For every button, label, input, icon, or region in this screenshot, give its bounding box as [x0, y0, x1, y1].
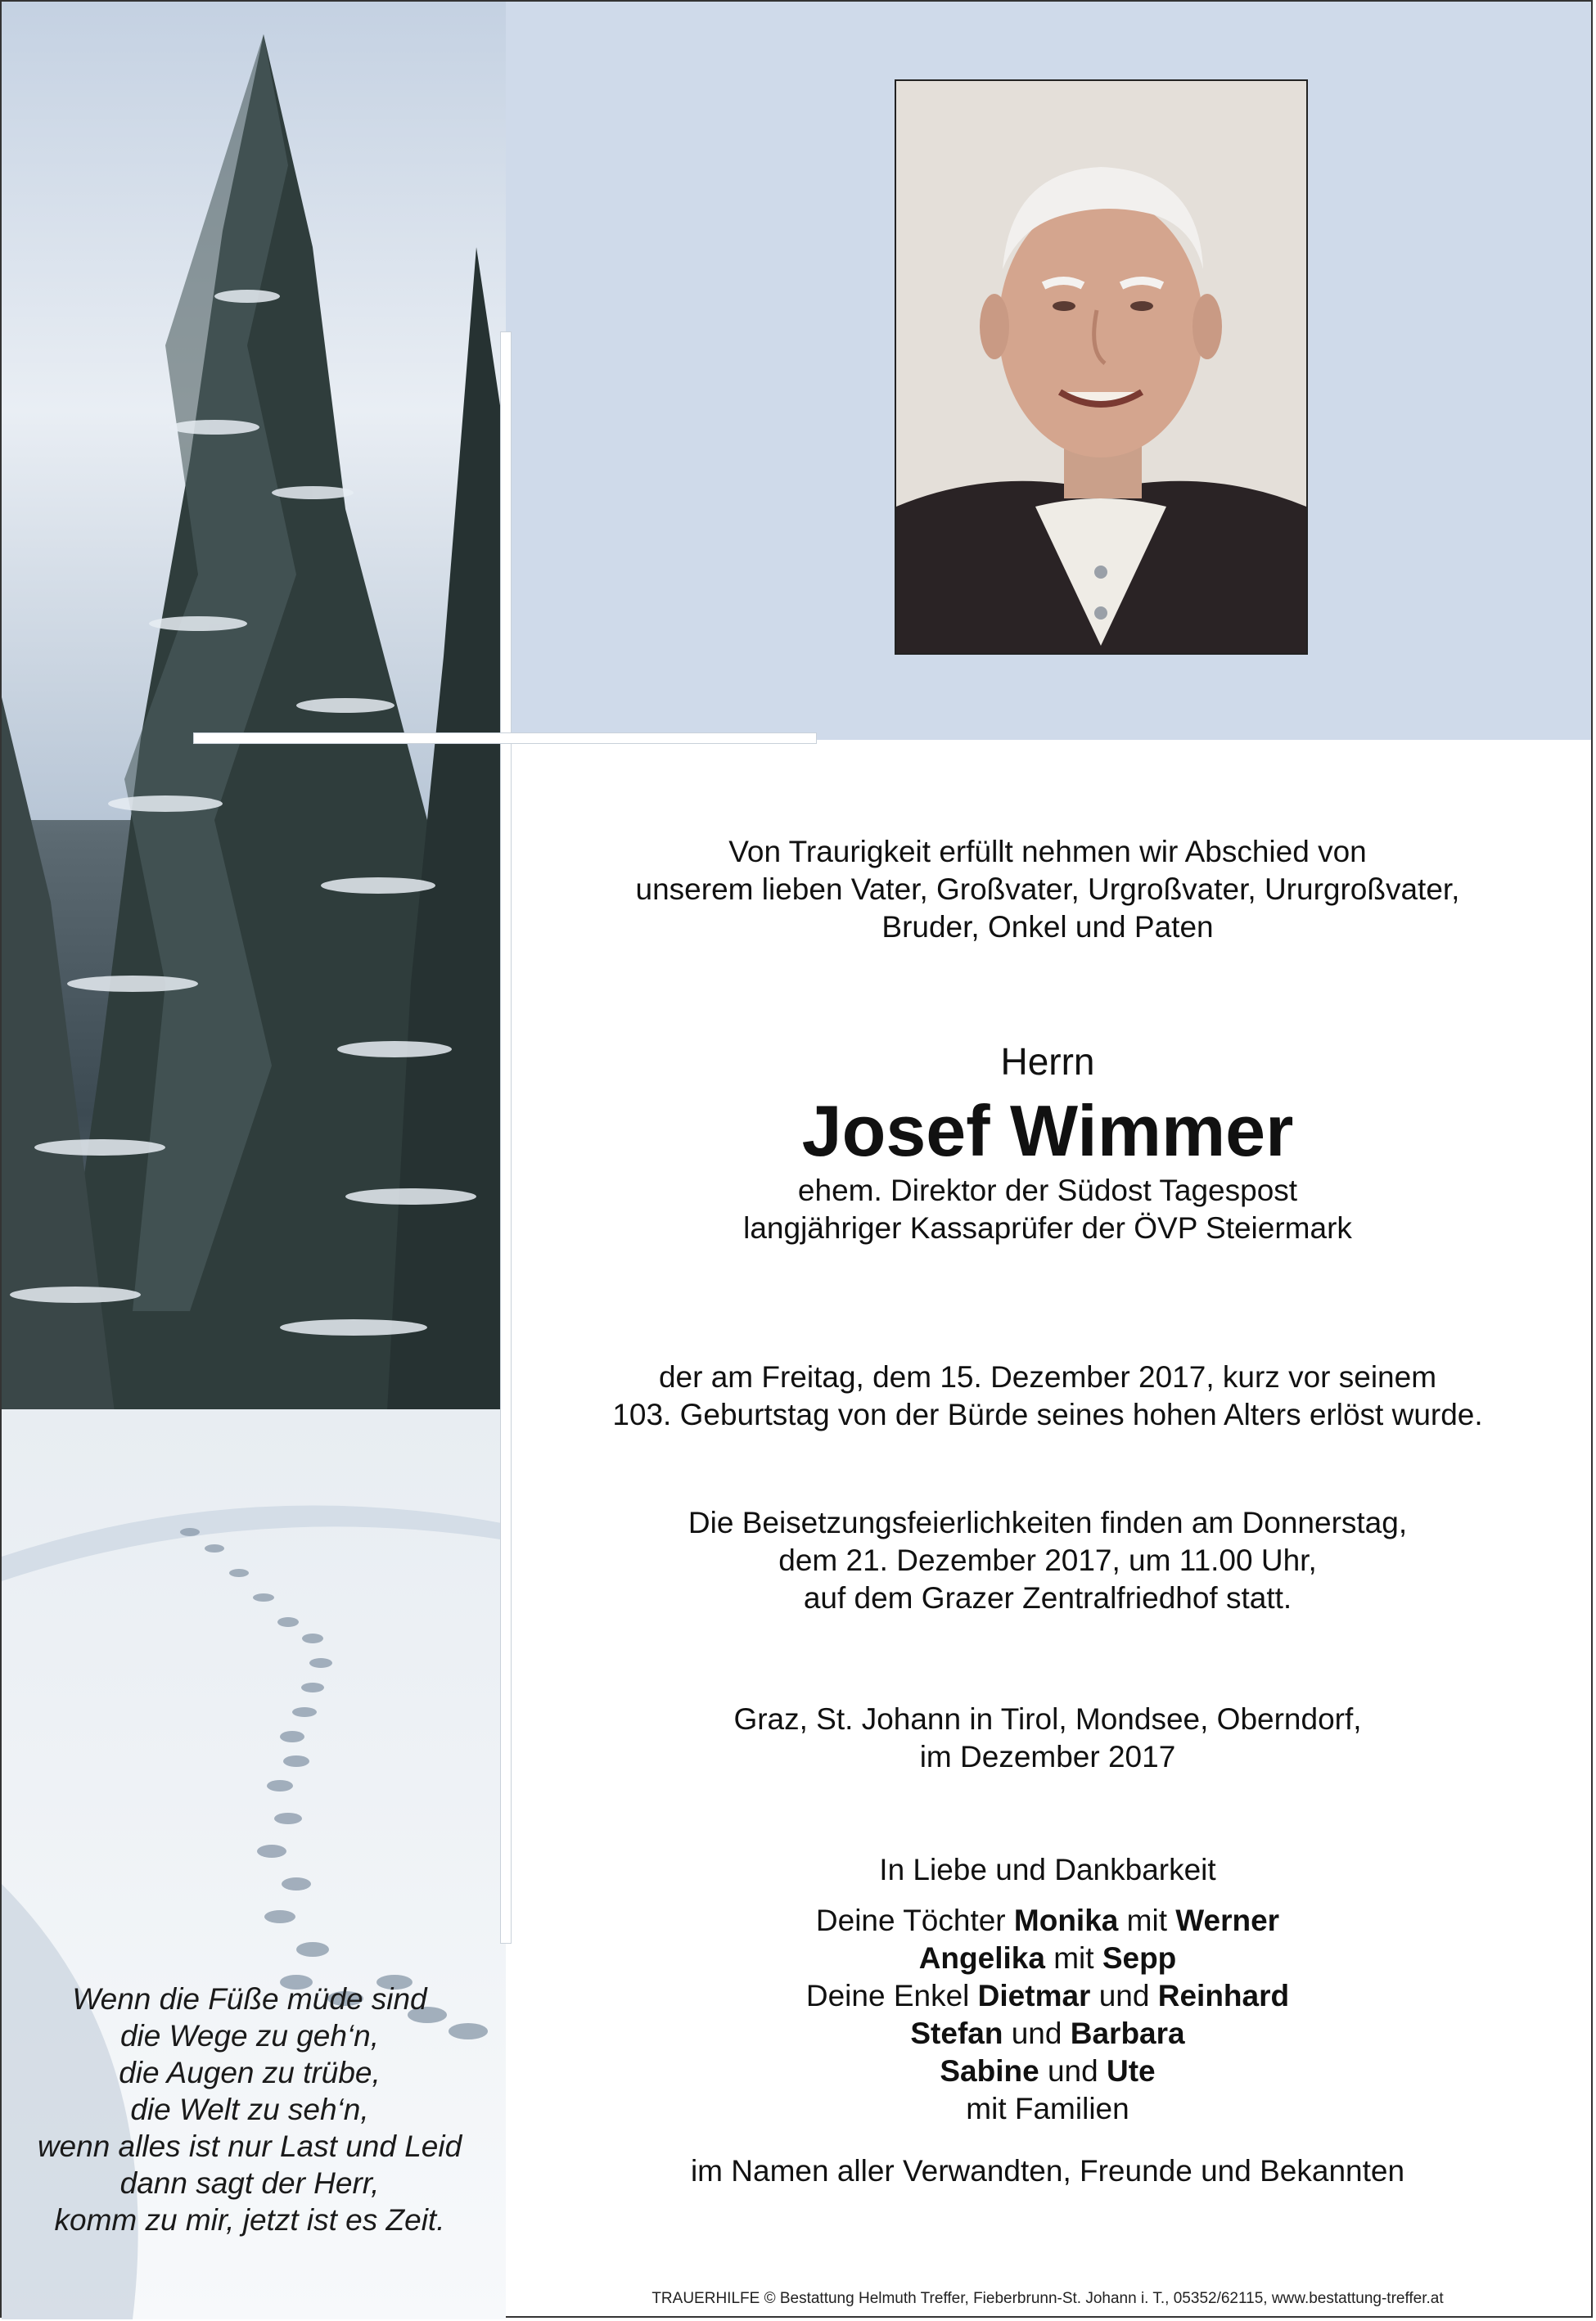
family-line: mit Familien	[966, 2092, 1129, 2125]
roles-text: ehem. Direktor der Südost Tagespost langjähriger Kassaprüfer der ÖVP Steiermark	[743, 1174, 1352, 1245]
family-line: Sabine und Ute	[940, 2054, 1156, 2088]
funeral-details: Die Beisetzungsfeierlichkeiten finden am Donnerstag, dem 21. Dezember 2017, um 11.00 Uhr, auf dem Grazer Zentralfriedhof statt.	[688, 1506, 1408, 1615]
family-list	[540, 1902, 1555, 2128]
places-date: Graz, St. Johann in Tirol, Mondsee, Oberndorf, im Dezember 2017	[733, 1702, 1362, 1773]
cross-vertical-bar	[500, 331, 512, 1944]
deceased-name: Josef Wimmer	[801, 1090, 1294, 1171]
death-notice: der am Freitag, dem 15. Dezember 2017, kurz vor seinem 103. Geburtstag von der Bürde seines hohen Alters erlöst wurde.	[612, 1360, 1483, 1431]
portrait-photo	[895, 79, 1308, 655]
love-line: In Liebe und Dankbarkeit	[879, 1853, 1216, 1886]
family-line: Angelika mit Sepp	[918, 1941, 1177, 1975]
cross-horizontal-bar	[193, 732, 817, 744]
footer-credits: TRAUERHILFE © Bestattung Helmuth Treffer, Fieberbrunn-St. Johann i. T., 05352/62115, www.bestattung-treffer.at	[651, 2290, 1444, 2307]
winter-forest-image	[2, 2, 506, 2319]
family-line: Stefan und Barbara	[910, 2017, 1185, 2050]
poem: Wenn die Füße müde sind die Wege zu geh‘n, die Augen zu trübe, die Welt zu seh‘n, wenn alles ist nur Last und Leid dann sagt der Herr, komm zu mir, jetzt ist es Zeit.	[37, 1982, 462, 2237]
salutation: Herrn	[1000, 1040, 1095, 1083]
family-line: Deine Enkel Dietmar und Reinhard	[805, 1979, 1290, 2012]
intro-text: Von Traurigkeit erfüllt nehmen wir Abschied von unserem lieben Vater, Großvater, Urgroßvater, Ururgroßvater, Bruder, Onkel und Paten	[635, 835, 1460, 944]
relatives-line: im Namen aller Verwandten, Freunde und Bekannten	[690, 2154, 1405, 2188]
family-line: Deine Töchter Monika mit Werner	[815, 1904, 1280, 1937]
